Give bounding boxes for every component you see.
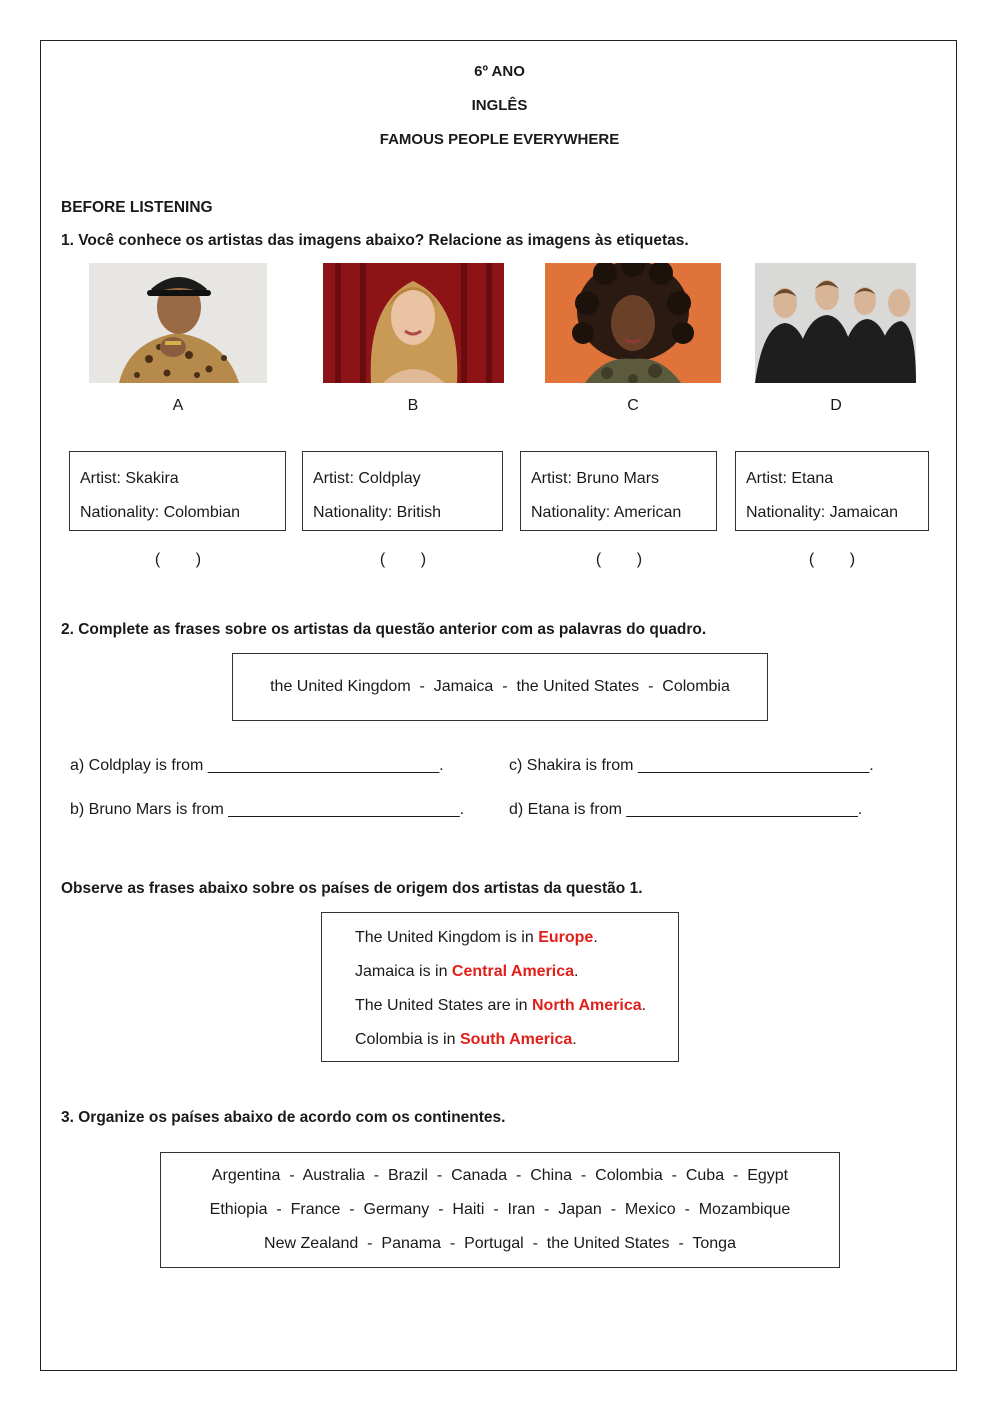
- answer-blank-3[interactable]: ( ): [595, 551, 643, 568]
- question-2-prompt: 2. Complete as frases sobre os artistas da questão anterior com as palavras do quadro.: [61, 621, 707, 638]
- sentence-text: Jamaica is in: [355, 963, 452, 980]
- artist-label-3: [520, 451, 717, 531]
- artist-photo-c: [545, 263, 721, 383]
- artist-label-1: [69, 451, 286, 531]
- continents-box: [321, 912, 679, 1062]
- continent-name: Europe: [538, 929, 594, 946]
- continent-sentence-1: [355, 921, 678, 955]
- sentence-d[interactable]: d) Etana is from __________________________.: [509, 801, 863, 818]
- sentence-period: .: [641, 997, 647, 1014]
- answer-blank-2[interactable]: ( ): [379, 551, 427, 568]
- countries-line-3: New Zealand - Panama - Portugal - the United States - Tonga: [264, 1235, 736, 1252]
- artist-photo-a: [89, 263, 267, 383]
- section-heading-before-listening: BEFORE LISTENING: [61, 199, 213, 216]
- worksheet-page: [40, 40, 957, 1371]
- sentence-b[interactable]: b) Bruno Mars is from __________________________.: [70, 801, 465, 818]
- continent-sentence-4: [355, 1023, 678, 1057]
- continent-sentence-3: [355, 989, 678, 1023]
- artist-label-4: [735, 451, 929, 531]
- sentence-period: .: [572, 1031, 577, 1048]
- artist-nationality: Nationality: British: [313, 504, 442, 521]
- sentence-text: Colombia is in: [355, 1031, 460, 1048]
- photo-letter-b: B: [407, 397, 419, 414]
- sentence-text: The United States are in: [355, 997, 532, 1014]
- artist-photo-b: [323, 263, 504, 383]
- word-bank-box: the United Kingdom - Jamaica - the United States - Colombia: [232, 653, 768, 721]
- artist-photo-d: [755, 263, 916, 383]
- continent-name: South America: [459, 1031, 573, 1048]
- answer-blank-1[interactable]: ( ): [154, 551, 202, 568]
- artist-name: Artist: Etana: [746, 470, 834, 487]
- artist-name: Artist: Bruno Mars: [531, 470, 660, 487]
- question-1-prompt: 1. Você conhece os artistas das imagens abaixo? Relacione as imagens às etiquetas.: [61, 232, 689, 249]
- sentence-text: The United Kingdom is in: [355, 929, 539, 946]
- artist-nationality: Nationality: American: [531, 504, 682, 521]
- artist-name: Artist: Skakira: [80, 470, 179, 487]
- sentence-period: .: [574, 963, 579, 980]
- grade-heading: 6º ANO: [474, 63, 525, 80]
- continent-name: Central America: [451, 963, 575, 980]
- sentence-period: .: [593, 929, 598, 946]
- continent-name: North America: [531, 997, 642, 1014]
- artist-nationality: Nationality: Jamaican: [746, 504, 899, 521]
- answer-blank-4[interactable]: ( ): [808, 551, 856, 568]
- page-title: FAMOUS PEOPLE EVERYWHERE: [379, 131, 620, 148]
- continent-sentence-2: [355, 955, 678, 989]
- observe-prompt: Observe as frases abaixo sobre os países de origem dos artistas da questão 1.: [61, 880, 643, 897]
- sentence-c[interactable]: c) Shakira is from __________________________.: [509, 757, 874, 774]
- subject-heading: INGLÊS: [471, 97, 528, 114]
- artist-name: Artist: Coldplay: [313, 470, 421, 487]
- sentence-a[interactable]: a) Coldplay is from __________________________.: [70, 757, 444, 774]
- photo-letter-a: A: [172, 397, 184, 414]
- artist-nationality: Nationality: Colombian: [80, 504, 241, 521]
- countries-line-1: Argentina - Australia - Brazil - Canada - China - Colombia - Cuba - Egypt: [211, 1167, 789, 1184]
- countries-box: [160, 1152, 840, 1268]
- countries-line-2: Ethiopia - France - Germany - Haiti - Iran - Japan - Mexico - Mozambique: [209, 1201, 791, 1218]
- artist-label-2: [302, 451, 503, 531]
- photo-letter-d: D: [830, 397, 842, 414]
- photo-letter-c: C: [627, 397, 639, 414]
- question-3-prompt: 3. Organize os países abaixo de acordo com os continentes.: [61, 1109, 506, 1126]
